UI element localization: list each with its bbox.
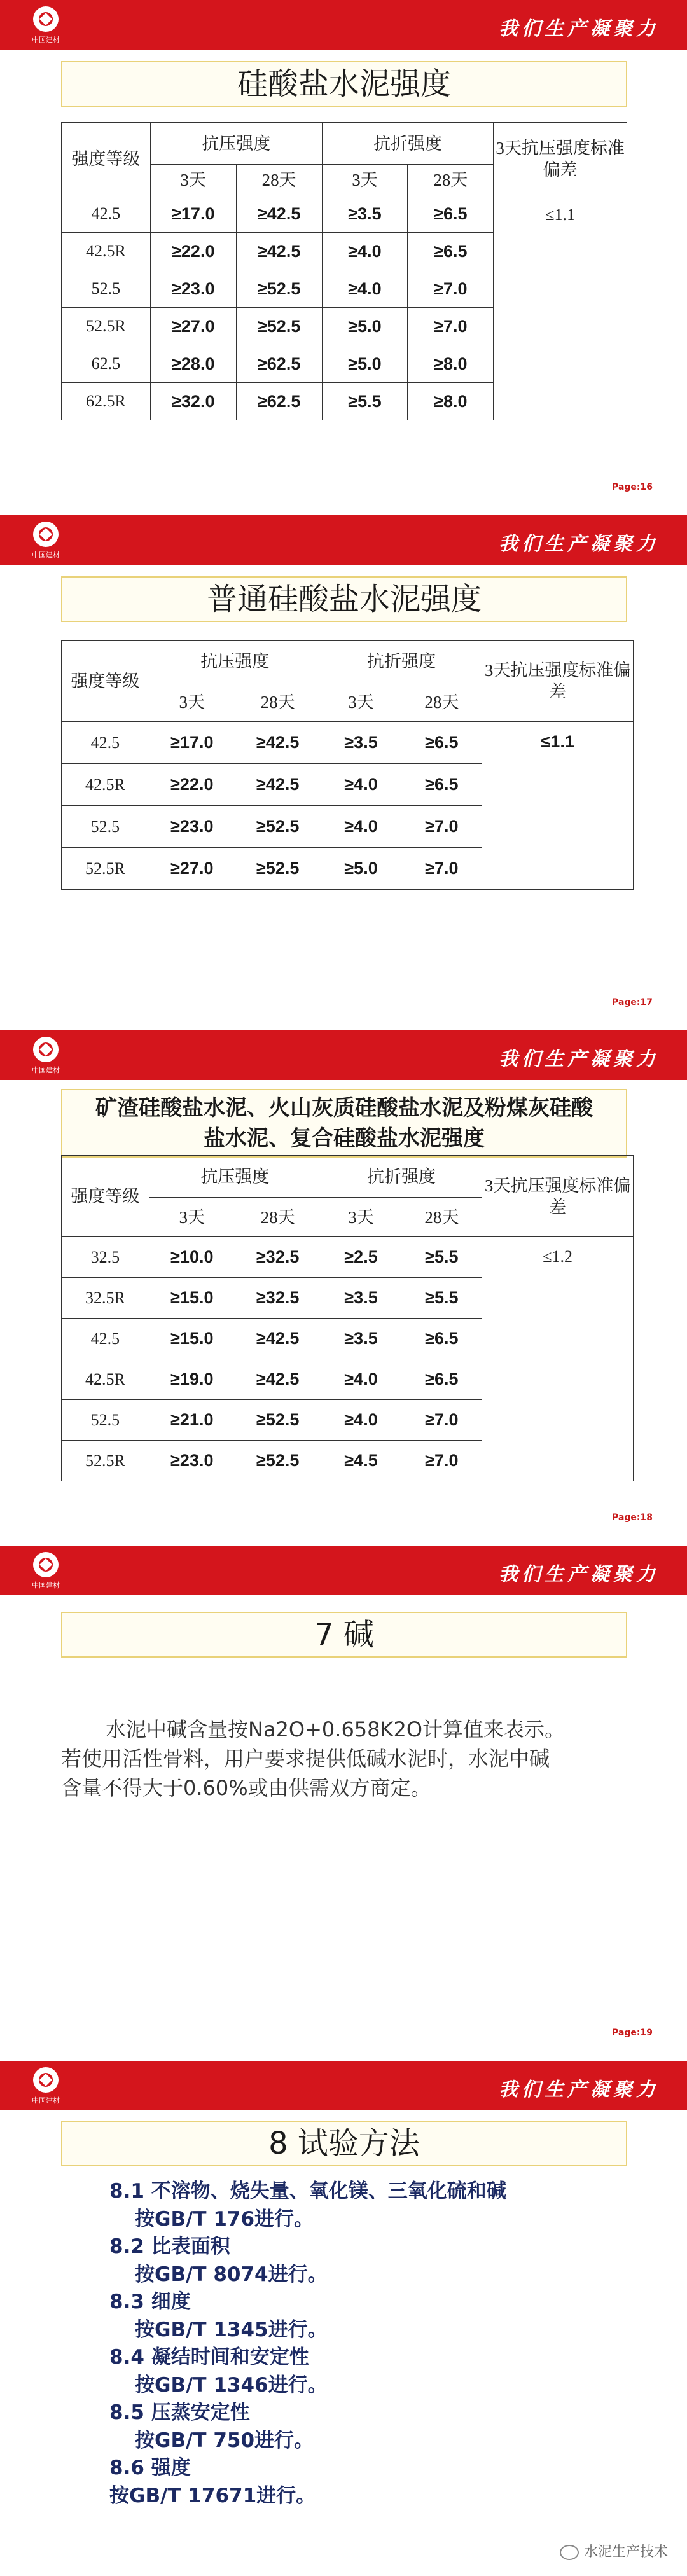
- grade-cell: 52.5R: [62, 1441, 149, 1481]
- header-28d: 28天: [401, 682, 482, 722]
- value-cell: ≥32.5: [235, 1237, 321, 1278]
- value-cell: ≥17.0: [149, 722, 235, 764]
- value-cell: ≥6.5: [408, 233, 494, 270]
- logo-icon: [33, 1552, 59, 1577]
- value-cell: ≥42.5: [236, 233, 322, 270]
- value-cell: ≥52.5: [235, 806, 321, 848]
- header-grade: 强度等级: [62, 123, 151, 195]
- slogan: 我们生产凝聚力: [499, 18, 659, 40]
- watermark-text: 水泥生产技术: [583, 2544, 668, 2560]
- slide-title-line: 矿渣硅酸盐水泥、火山灰质硅酸盐水泥及粉煤灰硅酸: [95, 1095, 593, 1121]
- logo-text: 中国建材: [32, 2096, 60, 2105]
- slide-20: [0, 2061, 687, 2576]
- logo-text: 中国建材: [32, 1581, 60, 1589]
- slide-16: [0, 0, 687, 515]
- method-standard: 按GB/T 176进行。: [135, 2207, 314, 2231]
- header-28d: 28天: [235, 682, 321, 722]
- logo-icon: [33, 522, 59, 547]
- value-cell: ≥4.0: [321, 1400, 401, 1441]
- strength-table: [61, 640, 634, 890]
- value-cell: ≥42.5: [235, 1319, 321, 1359]
- page-number: Page:17: [612, 997, 653, 1008]
- header-bar: [0, 1546, 687, 1595]
- slide-title: [61, 1089, 627, 1158]
- value-cell: ≥3.5: [321, 1278, 401, 1319]
- value-cell: ≥42.5: [235, 764, 321, 806]
- paragraph-line: 含量不得大于0.60%或由供需双方商定。: [61, 1776, 431, 1800]
- header-3d: 3天: [321, 1198, 401, 1237]
- value-cell: ≥7.0: [401, 806, 482, 848]
- value-cell: ≥6.5: [408, 195, 494, 233]
- value-cell: ≥52.5: [235, 1400, 321, 1441]
- value-cell: ≥15.0: [149, 1278, 235, 1319]
- page-number: Page:19: [612, 2028, 653, 2038]
- method-heading: 8.6 强度: [109, 2456, 191, 2479]
- value-cell: ≥23.0: [149, 1441, 235, 1481]
- logo-text: 中国建材: [32, 1066, 60, 1074]
- value-cell: ≥5.5: [401, 1278, 482, 1319]
- value-cell: ≥42.5: [235, 722, 321, 764]
- slogan: 我们生产凝聚力: [499, 2079, 659, 2101]
- value-cell: ≥28.0: [150, 345, 236, 383]
- header-28d: 28天: [401, 1198, 482, 1237]
- logo-icon: [33, 1037, 59, 1062]
- method-heading: 8.2 比表面积: [109, 2235, 230, 2258]
- header-3d: 3天: [149, 682, 235, 722]
- wechat-icon: [560, 2545, 579, 2560]
- header-bar: [0, 2061, 687, 2110]
- watermark: [560, 2541, 668, 2561]
- method-heading: 8.5 压蒸安定性: [109, 2401, 250, 2424]
- slide-title: 8 试验方法: [61, 2121, 627, 2166]
- value-cell: ≥4.0: [322, 270, 408, 308]
- header-compressive: 抗压强度: [150, 123, 322, 165]
- grade-cell: 32.5R: [62, 1278, 149, 1319]
- grade-cell: 42.5: [62, 195, 151, 233]
- slogan: 我们生产凝聚力: [499, 1048, 659, 1070]
- header-grade: 强度等级: [62, 641, 149, 722]
- value-cell: ≥7.0: [408, 308, 494, 345]
- value-cell: ≥21.0: [149, 1400, 235, 1441]
- slide-title: 硅酸盐水泥强度: [61, 61, 627, 107]
- method-standard: 按GB/T 1346进行。: [135, 2373, 328, 2397]
- slide-19: [0, 1546, 687, 2061]
- grade-cell: 52.5R: [62, 308, 151, 345]
- value-cell: ≥5.0: [322, 345, 408, 383]
- method-standard: 按GB/T 17671进行。: [109, 2484, 316, 2507]
- std-cell: ≤1.2: [482, 1237, 634, 1481]
- header-28d: 28天: [236, 165, 322, 195]
- value-cell: ≥62.5: [236, 383, 322, 420]
- value-cell: ≥7.0: [401, 1441, 482, 1481]
- value-cell: ≥22.0: [149, 764, 235, 806]
- grade-cell: 42.5: [62, 1319, 149, 1359]
- header-3d: 3天: [322, 165, 408, 195]
- header-bar: [0, 0, 687, 50]
- grade-cell: 52.5: [62, 1400, 149, 1441]
- grade-cell: 62.5R: [62, 383, 151, 420]
- value-cell: ≥19.0: [149, 1359, 235, 1400]
- value-cell: ≥6.5: [401, 722, 482, 764]
- header-bar: [0, 515, 687, 565]
- table-row: [62, 722, 634, 764]
- value-cell: ≥4.5: [321, 1441, 401, 1481]
- value-cell: ≥5.5: [401, 1237, 482, 1278]
- value-cell: ≥3.5: [321, 1319, 401, 1359]
- value-cell: ≥6.5: [401, 764, 482, 806]
- method-heading: 8.4 凝结时间和安定性: [109, 2346, 309, 2369]
- method-standard: 按GB/T 750进行。: [135, 2428, 314, 2452]
- slogan: 我们生产凝聚力: [499, 1563, 659, 1586]
- value-cell: ≥17.0: [150, 195, 236, 233]
- value-cell: ≥27.0: [150, 308, 236, 345]
- value-cell: ≥27.0: [149, 848, 235, 890]
- header-flexural: 抗折强度: [322, 123, 494, 165]
- value-cell: ≥7.0: [401, 848, 482, 890]
- value-cell: ≥23.0: [150, 270, 236, 308]
- grade-cell: 32.5: [62, 1237, 149, 1278]
- value-cell: ≥4.0: [322, 233, 408, 270]
- value-cell: ≥5.5: [322, 383, 408, 420]
- strength-table: [61, 122, 627, 420]
- value-cell: ≥6.5: [401, 1319, 482, 1359]
- alkali-paragraph: [61, 1715, 634, 1803]
- header-flexural: 抗折强度: [321, 1156, 482, 1198]
- page-number: Page:16: [612, 482, 653, 492]
- value-cell: ≥32.5: [235, 1278, 321, 1319]
- value-cell: ≥6.5: [401, 1359, 482, 1400]
- company-logo: [18, 4, 75, 47]
- grade-cell: 42.5R: [62, 764, 149, 806]
- value-cell: ≥22.0: [150, 233, 236, 270]
- grade-cell: 42.5R: [62, 233, 151, 270]
- value-cell: ≥23.0: [149, 806, 235, 848]
- header-3d: 3天: [150, 165, 236, 195]
- slide-17: [0, 515, 687, 1030]
- paragraph-line: 若使用活性骨料，用户要求提供低碱水泥时，水泥中碱: [61, 1747, 550, 1771]
- header-28d: 28天: [235, 1198, 321, 1237]
- slide-title: 普通硅酸盐水泥强度: [61, 576, 627, 622]
- logo-icon: [33, 2067, 59, 2093]
- logo-text: 中国建材: [32, 551, 60, 559]
- company-logo: [18, 519, 75, 562]
- slogan: 我们生产凝聚力: [499, 533, 659, 555]
- method-standard: 按GB/T 8074进行。: [135, 2262, 328, 2286]
- value-cell: ≥10.0: [149, 1237, 235, 1278]
- value-cell: ≥8.0: [408, 383, 494, 420]
- value-cell: ≥62.5: [236, 345, 322, 383]
- header-std: 3天抗压强度标准偏差: [494, 123, 627, 195]
- value-cell: ≥52.5: [235, 1441, 321, 1481]
- header-grade: 强度等级: [62, 1156, 149, 1237]
- grade-cell: 52.5R: [62, 848, 149, 890]
- strength-table: [61, 1155, 634, 1481]
- method-heading: 8.1 不溶物、烧失量、氧化镁、三氧化硫和碱: [109, 2180, 506, 2203]
- grade-cell: 42.5: [62, 722, 149, 764]
- grade-cell: 42.5R: [62, 1359, 149, 1400]
- value-cell: ≥2.5: [321, 1237, 401, 1278]
- header-bar: [0, 1030, 687, 1080]
- value-cell: ≥3.5: [321, 722, 401, 764]
- grade-cell: 62.5: [62, 345, 151, 383]
- value-cell: ≥4.0: [321, 806, 401, 848]
- std-cell: ≤1.1: [494, 195, 627, 420]
- header-3d: 3天: [149, 1198, 235, 1237]
- slide-18: [0, 1030, 687, 1546]
- logo-text: 中国建材: [32, 36, 60, 44]
- table-row: [62, 195, 627, 233]
- value-cell: ≥52.5: [235, 848, 321, 890]
- header-std: 3天抗压强度标准偏差: [482, 1156, 634, 1237]
- company-logo: [18, 2065, 75, 2108]
- header-compressive: 抗压强度: [149, 1156, 321, 1198]
- value-cell: ≥52.5: [236, 308, 322, 345]
- grade-cell: 52.5: [62, 270, 151, 308]
- value-cell: ≥3.5: [322, 195, 408, 233]
- header-compressive: 抗压强度: [149, 641, 321, 682]
- company-logo: [18, 1549, 75, 1593]
- value-cell: ≥5.0: [321, 848, 401, 890]
- header-28d: 28天: [408, 165, 494, 195]
- company-logo: [18, 1034, 75, 1077]
- value-cell: ≥4.0: [321, 764, 401, 806]
- value-cell: ≥52.5: [236, 270, 322, 308]
- value-cell: ≥8.0: [408, 345, 494, 383]
- value-cell: ≥15.0: [149, 1319, 235, 1359]
- method-heading: 8.3 细度: [109, 2290, 191, 2313]
- header-3d: 3天: [321, 682, 401, 722]
- paragraph-line: 水泥中碱含量按Na2O+0.658K2O计算值来表示。: [106, 1717, 566, 1742]
- logo-icon: [33, 6, 59, 32]
- slide-title-line: 盐水泥、复合硅酸盐水泥强度: [204, 1126, 485, 1151]
- table-row: [62, 1237, 634, 1278]
- slide-title: 7 碱: [61, 1612, 627, 1658]
- grade-cell: 52.5: [62, 806, 149, 848]
- value-cell: ≥5.0: [322, 308, 408, 345]
- std-cell: ≤1.1: [482, 722, 634, 890]
- header-flexural: 抗折强度: [321, 641, 482, 682]
- value-cell: ≥42.5: [235, 1359, 321, 1400]
- page-number: Page:18: [612, 1513, 653, 1523]
- value-cell: ≥32.0: [150, 383, 236, 420]
- value-cell: ≥7.0: [408, 270, 494, 308]
- value-cell: ≥42.5: [236, 195, 322, 233]
- value-cell: ≥7.0: [401, 1400, 482, 1441]
- method-standard: 按GB/T 1345进行。: [135, 2318, 328, 2341]
- header-std: 3天抗压强度标准偏差: [482, 641, 634, 722]
- test-methods-list: [109, 2178, 631, 2510]
- value-cell: ≥4.0: [321, 1359, 401, 1400]
